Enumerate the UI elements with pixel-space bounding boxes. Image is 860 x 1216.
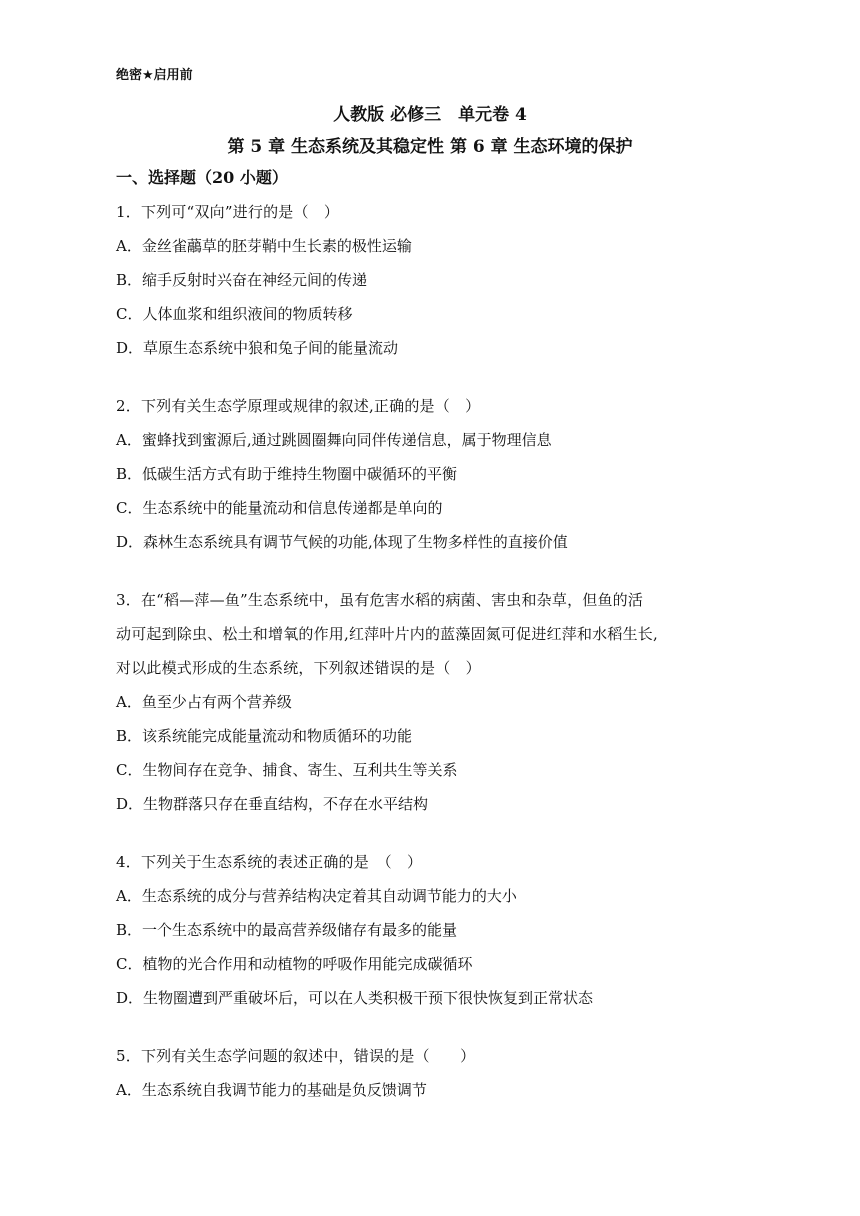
option-b: B．低碳生活方式有助于维持生物圈中碳循环的平衡 [116, 465, 458, 483]
section-heading: 一、选择题（20 小题） [116, 168, 288, 187]
option-a: A．蜜蜂找到蜜源后,通过跳圆圈舞向同伴传递信息，属于物理信息 [116, 431, 552, 449]
option-a: A．金丝雀虉草的胚芽鞘中生长素的极性运输 [116, 237, 412, 255]
option-d: D．森林生态系统具有调节气候的功能,体现了生物多样性的直接价值 [116, 533, 568, 551]
question-stem: 4．下列关于生态系统的表述正确的是 （ ） [116, 853, 423, 871]
question-5 [116, 1039, 756, 1107]
option-a: A．生态系统的成分与营养结构决定着其自动调节能力的大小 [116, 887, 517, 905]
question-4 [116, 845, 756, 1015]
question-stem: 动可起到除虫、松土和增氧的作用,红萍叶片内的蓝藻固氮可促进红萍和水稻生长, [116, 625, 658, 643]
question-stem: 对以此模式形成的生态系统，下列叙述错误的是（ ） [116, 659, 481, 677]
question-1 [116, 195, 756, 365]
confidential-label: 绝密★启用前 [116, 68, 193, 83]
option-c: C．人体血浆和组织液间的物质转移 [116, 305, 353, 323]
option-c: C．生态系统中的能量流动和信息传递都是单向的 [116, 499, 443, 517]
question-stem: 2．下列有关生态学原理或规律的叙述,正确的是（ ） [116, 397, 481, 415]
option-a: A．生态系统自我调节能力的基础是负反馈调节 [116, 1081, 427, 1099]
question-2 [116, 389, 756, 559]
option-b: B．缩手反射时兴奋在神经元间的传递 [116, 271, 368, 289]
option-b: B．该系统能完成能量流动和物质循环的功能 [116, 727, 413, 745]
document-title: 人教版 必修三 单元卷 4 [333, 105, 527, 125]
option-d: D．生物圈遭到严重破坏后，可以在人类积极干预下很快恢复到正常状态 [116, 989, 594, 1007]
option-b: B．一个生态系统中的最高营养级储存有最多的能量 [116, 921, 458, 939]
document-subtitle: 第 5 章 生态系统及其稳定性 第 6 章 生态环境的保护 [227, 137, 633, 157]
question-stem: 5．下列有关生态学问题的叙述中，错误的是（ ） [116, 1047, 476, 1065]
question-stem: 1．下列可“双向”进行的是（ ） [116, 203, 340, 221]
option-c: C．生物间存在竞争、捕食、寄生、互利共生等关系 [116, 761, 458, 779]
question-3 [116, 583, 756, 821]
option-a: A．鱼至少占有两个营养级 [116, 693, 292, 711]
option-c: C．植物的光合作用和动植物的呼吸作用能完成碳循环 [116, 955, 473, 973]
option-d: D．草原生态系统中狼和兔子间的能量流动 [116, 339, 399, 357]
question-stem: 3．在“稻—萍—鱼”生态系统中，虽有危害水稻的病菌、害虫和杂草，但鱼的活 [116, 591, 644, 609]
option-d: D．生物群落只存在垂直结构，不存在水平结构 [116, 795, 429, 813]
question-list [116, 195, 756, 1131]
